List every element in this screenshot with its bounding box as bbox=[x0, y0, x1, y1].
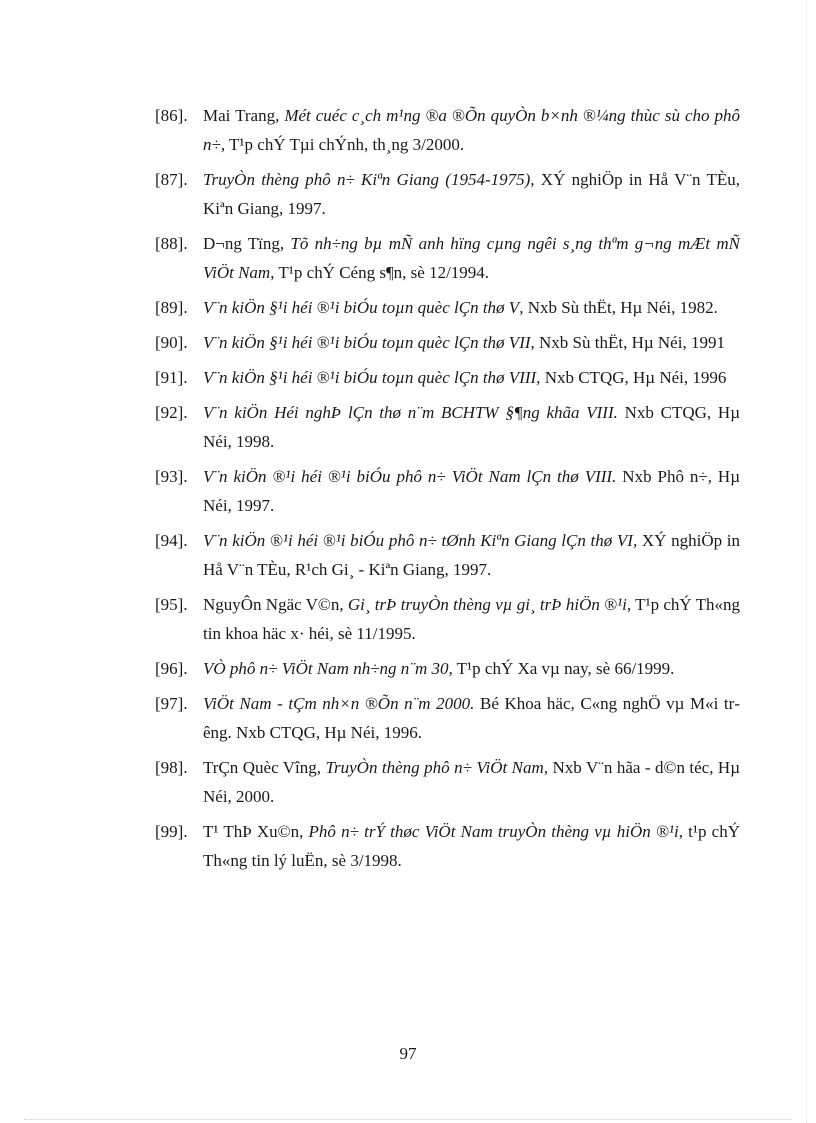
reference-entry bbox=[155, 462, 740, 520]
reference-publication: , t¹p chÝ Th«ng tin lý luËn, sè 3/1998. bbox=[203, 822, 740, 870]
reference-entry bbox=[155, 753, 740, 811]
reference-text bbox=[203, 293, 740, 322]
reference-number: [86]. bbox=[155, 106, 188, 125]
reference-title: Tõ nh÷ng bµ mÑ anh hïng cµng ngêi s¸ng thªm g¬ng mÆt mÑ ViÖt Nam bbox=[203, 234, 740, 282]
reference-text bbox=[203, 165, 740, 223]
reference-publication: XÝ nghiÖp in Hå V¨n TÈu, R¹ch Gi¸ - Kiªn Giang, 1997. bbox=[203, 531, 740, 579]
reference-number: [87]. bbox=[155, 170, 188, 189]
reference-author: Mai Trang, bbox=[203, 106, 285, 125]
reference-entry bbox=[155, 398, 740, 456]
reference-text bbox=[203, 654, 740, 683]
page-number: 97 bbox=[399, 1044, 417, 1063]
right-dotted-rule bbox=[806, 0, 807, 1123]
reference-title: Gi¸ trÞ truyÒn thèng vµ gi¸ trÞ hiÖn ®¹i bbox=[347, 595, 627, 614]
reference-number: [99]. bbox=[155, 822, 188, 841]
reference-text bbox=[203, 590, 740, 648]
reference-entry bbox=[155, 689, 740, 747]
reference-title: TruyÒn thèng phô n÷ ViÖt Nam bbox=[325, 758, 544, 777]
reference-publication: T¹p chÝ Tµi chÝnh, th¸ng 3/2000. bbox=[225, 135, 465, 154]
reference-number: [98]. bbox=[155, 758, 188, 777]
reference-number: [91]. bbox=[155, 368, 188, 387]
reference-author: D¬ng Tïng, bbox=[203, 234, 291, 253]
reference-publication: , Nxb Sù thËt, Hµ Néi, 1991 bbox=[530, 333, 725, 352]
reference-title: V¨n kiÖn §¹i héi ®¹i biÓu toµn quèc lÇn thø V bbox=[203, 298, 520, 317]
reference-title: Phô n÷ trÝ thøc ViÖt Nam truyÒn thèng vµ hiÖn ®¹i bbox=[308, 822, 679, 841]
reference-publication: T¹p chÝ Xa vµ nay, sè 66/1999. bbox=[452, 659, 675, 678]
reference-title: Mét cuéc c¸ch m¹ng ®a ®Õn quyÒn b×nh ®¼ng thùc sù cho phô n÷, bbox=[203, 106, 740, 154]
reference-publication: , Nxb Sù thËt, Hµ Néi, 1982. bbox=[519, 298, 718, 317]
reference-number: [92]. bbox=[155, 403, 188, 422]
reference-publication: Nxb CTQG, Hµ Néi, 1998. bbox=[203, 403, 740, 451]
reference-title: TruyÒn thèng phô n÷ Kiªn Giang (1954-1975) bbox=[203, 170, 531, 189]
reference-text bbox=[203, 229, 740, 287]
reference-entry bbox=[155, 654, 740, 683]
reference-text bbox=[203, 101, 740, 159]
reference-entry bbox=[155, 817, 740, 875]
reference-text bbox=[203, 753, 740, 811]
reference-publication: Nxb Phô n÷, Hµ Néi, 1997. bbox=[203, 467, 740, 515]
reference-publication: , Nxb V¨n hãa - d©n téc, Hµ Néi, 2000. bbox=[203, 758, 740, 806]
reference-text bbox=[203, 363, 740, 392]
reference-number: [90]. bbox=[155, 333, 188, 352]
reference-author: TrÇn Quèc Vîng, bbox=[203, 758, 326, 777]
reference-entry bbox=[155, 590, 740, 648]
reference-text bbox=[203, 462, 740, 520]
reference-text bbox=[203, 689, 740, 747]
bottom-dotted-rule bbox=[24, 1119, 792, 1120]
reference-number: [96]. bbox=[155, 659, 188, 678]
reference-text bbox=[203, 526, 740, 584]
reference-title: V¨n kiÖn §¹i héi ®¹i biÓu toµn quèc lÇn thø VIII, bbox=[203, 368, 541, 387]
reference-text bbox=[203, 398, 740, 456]
reference-title: V¨n kiÖn §¹i héi ®¹i biÓu toµn quèc lÇn thø VII bbox=[203, 333, 531, 352]
reference-number: [97]. bbox=[155, 694, 188, 713]
reference-entry bbox=[155, 101, 740, 159]
reference-publication: Nxb CTQG, Hµ Néi, 1996 bbox=[540, 368, 727, 387]
reference-number: [88]. bbox=[155, 234, 188, 253]
reference-publication: , T¹p chÝ Th«ng tin khoa häc x· héi, sè 11/1995. bbox=[203, 595, 741, 643]
reference-title: V¨n kiÖn ®¹i héi ®¹i biÓu phô n÷ ViÖt Nam lÇn thø VIII. bbox=[203, 467, 617, 486]
reference-author: NguyÔn Ngäc V©n, bbox=[203, 595, 348, 614]
reference-publication: , XÝ nghiÖp in Hå V¨n TÈu, Kiªn Giang, 1997. bbox=[203, 170, 740, 218]
reference-title: V¨n kiÖn Héi nghÞ lÇn thø n¨m BCHTW §¶ng khãa VIII. bbox=[203, 403, 618, 422]
reference-number: [89]. bbox=[155, 298, 188, 317]
reference-publication: , T¹p chÝ Céng s¶n, sè 12/1994. bbox=[270, 263, 490, 282]
reference-title: ViÖt Nam - tÇm nh×n ®Õn n¨m 2000. bbox=[203, 694, 475, 713]
reference-title: VÒ phô n÷ ViÖt Nam nh÷ng n¨m 30, bbox=[203, 659, 453, 678]
reference-number: [94]. bbox=[155, 531, 188, 550]
reference-entry bbox=[155, 526, 740, 584]
reference-entry bbox=[155, 328, 740, 357]
reference-text bbox=[203, 817, 740, 875]
reference-list bbox=[155, 101, 740, 881]
reference-entry bbox=[155, 293, 740, 322]
reference-entry bbox=[155, 165, 740, 223]
reference-author: T¹ ThÞ Xu©n, bbox=[203, 822, 309, 841]
reference-entry bbox=[155, 363, 740, 392]
reference-title: V¨n kiÖn ®¹i héi ®¹i biÓu phô n÷ tØnh Kiªn Giang lÇn thø VI, bbox=[203, 531, 638, 550]
reference-publication: Bé Khoa häc, C«ng nghÖ vµ M«i trêng. Nxb CTQG, Hµ Néi, 1996. bbox=[203, 694, 740, 742]
reference-entry bbox=[155, 229, 740, 287]
reference-number: [93]. bbox=[155, 467, 188, 486]
reference-text bbox=[203, 328, 740, 357]
reference-number: [95]. bbox=[155, 595, 188, 614]
